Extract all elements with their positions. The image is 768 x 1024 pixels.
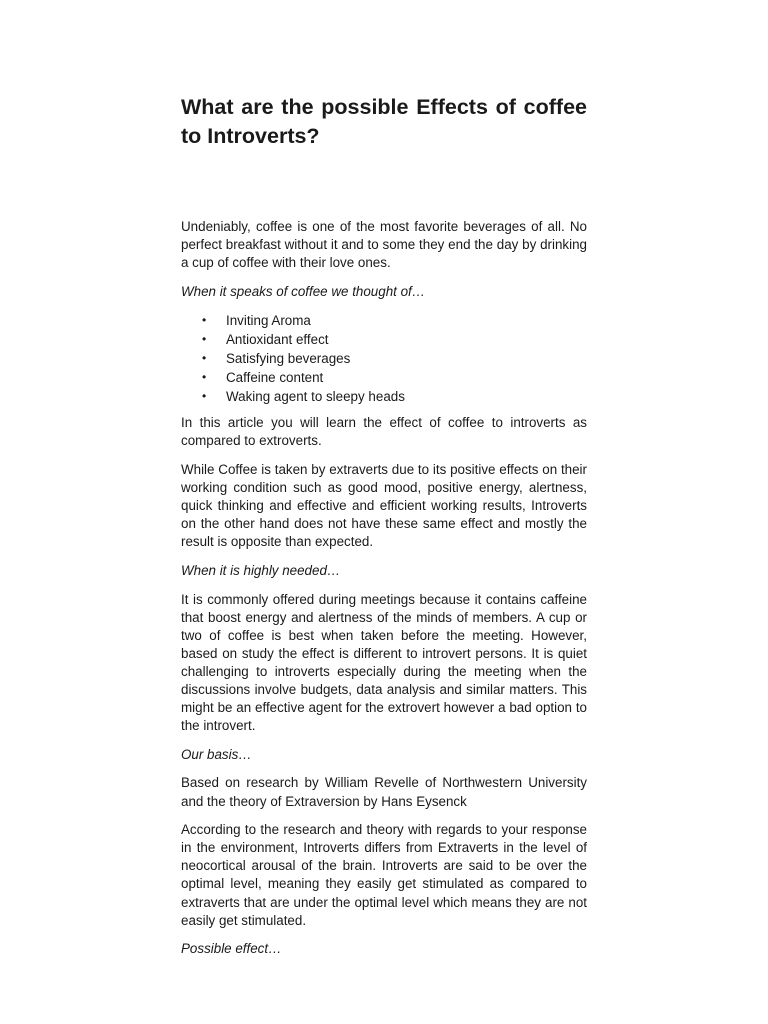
list-item: • Inviting Aroma [202, 313, 311, 329]
intro-paragraph: Undeniably, coffee is one of the most favorite beverages of all. No perfect breakfast without it and to some they end the day by drinking a cup of coffee with their love ones. [181, 219, 587, 271]
theory-paragraph: According to the research and theory with regards to your response in the environment, Introverts differs from Extraverts in the level of neocortical arousal of the brain. Introverts are said to be over the optimal level, meaning they easily get stimulated as compared to extraverts that are under the optimal level which means they are not easily get stimulated. [181, 822, 587, 928]
section-heading-effect: Possible effect… [181, 941, 282, 957]
extraverts-paragraph: While Coffee is taken by extraverts due to its positive effects on their working condition such as good mood, positive energy, alertness, quick thinking and effective and efficient working results, Introverts on the other hand does not have these same effect and mostly the result is opposite than expected. [181, 462, 587, 550]
section-heading-basis: Our basis… [181, 746, 252, 762]
article-purpose-paragraph: In this article you will learn the effect of coffee to introverts as compared to extroverts. [181, 415, 587, 449]
section-heading-needed: When it is highly needed… [181, 563, 341, 579]
document-title: What are the possible Effects of coffee to Introverts? [181, 95, 587, 148]
bullet-icon: • [202, 313, 207, 328]
list-item: • Waking agent to sleepy heads [202, 389, 405, 405]
bullet-icon: • [202, 370, 207, 385]
research-paragraph: Based on research by William Revelle of Northwestern University and the theory of Extraversion by Hans Eysenck [181, 775, 587, 809]
list-item: • Antioxidant effect [202, 332, 329, 348]
section-heading-coffee: When it speaks of coffee we thought of… [181, 283, 426, 299]
bullet-icon: • [202, 332, 207, 347]
list-item: • Caffeine content [202, 370, 324, 386]
list-item: • Satisfying beverages [202, 351, 351, 367]
coffee-qualities-list [181, 311, 587, 406]
bullet-icon: • [202, 351, 207, 366]
meetings-paragraph: It is commonly offered during meetings because it contains caffeine that boost energy and alertness of the minds of members. A cup or two of coffee is best when taken before the meeting. However, based on study the effect is different to introvert persons. It is quiet challenging to introverts especially during the meeting when the discussions involve budgets, data analysis and similar matters. This might be an effective agent for the extrovert however a bad option to the introvert. [181, 591, 587, 734]
bullet-icon: • [202, 389, 207, 404]
